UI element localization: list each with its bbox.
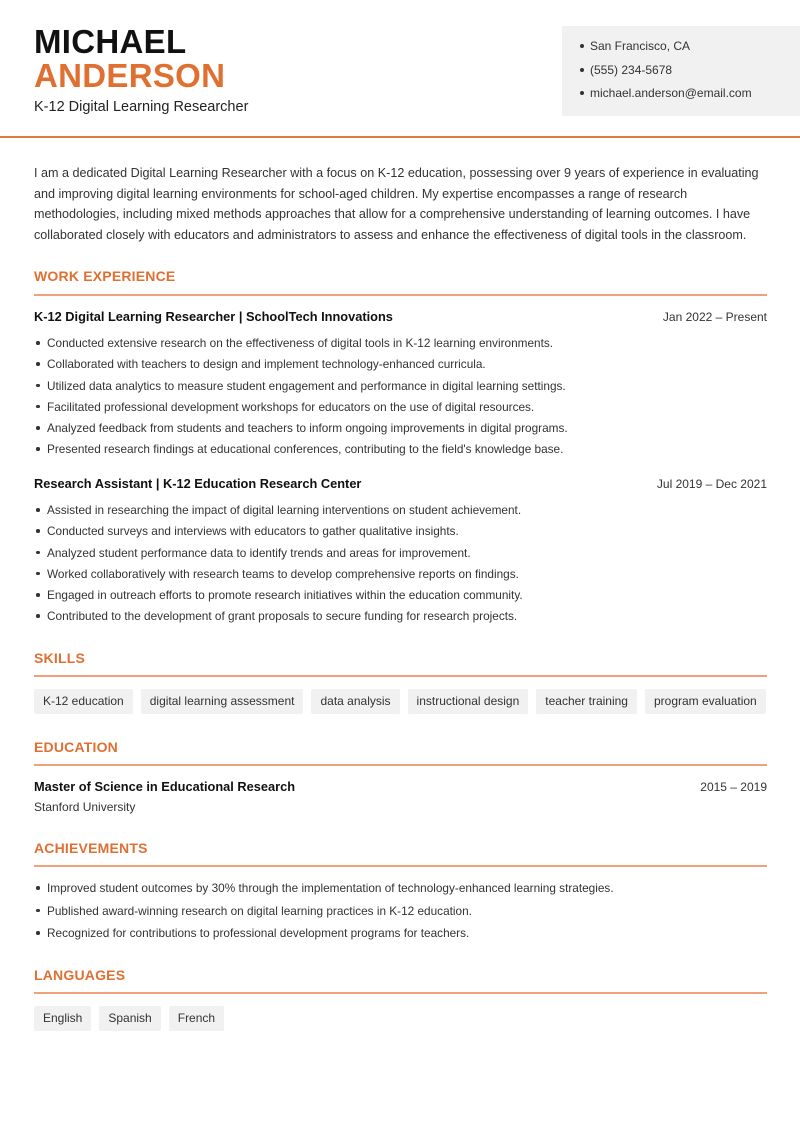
- list-item: Conducted surveys and interviews with educators to gather qualitative insights.: [34, 524, 767, 545]
- list-item: Utilized data analytics to measure student engagement and performance in digital learning settings.: [34, 379, 767, 400]
- skill-tag: program evaluation: [645, 689, 766, 714]
- section-title-skills: SKILLS: [34, 650, 85, 666]
- list-item: Facilitated professional development workshops for educators on the use of digital resources.: [34, 400, 767, 421]
- list-item: Contributed to the development of grant proposals to secure funding for research projects.: [34, 609, 767, 630]
- contact-phone: (555) 234-5678: [580, 63, 800, 87]
- list-item: Published award-winning research on digital learning practices in K-12 education.: [34, 904, 774, 927]
- job-role: Research Assistant | K-12 Education Research Center: [34, 476, 362, 491]
- section-title-achievements: ACHIEVEMENTS: [34, 840, 148, 856]
- job-heading: [34, 309, 767, 327]
- job-heading: [34, 476, 767, 494]
- education-school: Stanford University: [34, 800, 136, 814]
- section-title-languages: LANGUAGES: [34, 967, 126, 983]
- language-tag: English: [34, 1006, 91, 1031]
- job-title: K-12 Digital Learning Researcher: [34, 99, 249, 115]
- skill-tag: K-12 education: [34, 689, 133, 714]
- section-divider: [34, 675, 767, 677]
- contact-location: San Francisco, CA: [580, 39, 800, 63]
- resume-header: [0, 0, 800, 138]
- job-dates: Jan 2022 – Present: [662, 310, 767, 324]
- list-item: Analyzed feedback from students and teachers to inform ongoing improvements in digital programs.: [34, 421, 767, 442]
- section-divider: [34, 294, 767, 296]
- languages-list: [34, 1006, 224, 1031]
- language-tag: Spanish: [99, 1006, 160, 1031]
- skill-tag: teacher training: [536, 689, 637, 714]
- skill-tag: data analysis: [311, 689, 399, 714]
- contact-box: [562, 26, 800, 116]
- job-dates: Jul 2019 – Dec 2021: [656, 477, 767, 491]
- contact-email: michael.anderson@email.com: [580, 86, 800, 110]
- section-divider: [34, 992, 767, 994]
- section-title-work: WORK EXPERIENCE: [34, 268, 176, 284]
- section-divider: [34, 764, 767, 766]
- list-item: Worked collaboratively with research teams to develop comprehensive reports on findings.: [34, 567, 767, 588]
- section-divider: [34, 865, 767, 867]
- list-item: Analyzed student performance data to identify trends and areas for improvement.: [34, 546, 767, 567]
- list-item: Collaborated with teachers to design and implement technology-enhanced curricula.: [34, 357, 767, 378]
- achievements-list: [34, 881, 774, 949]
- education-dates: 2015 – 2019: [700, 780, 767, 794]
- skill-tag: instructional design: [408, 689, 529, 714]
- list-item: Engaged in outreach efforts to promote research initiatives within the education community.: [34, 588, 767, 609]
- job-bullets: [34, 503, 767, 631]
- last-name: ANDERSON: [34, 57, 226, 94]
- list-item: Conducted extensive research on the effectiveness of digital tools in K-12 learning environments.: [34, 336, 767, 357]
- skills-list: [34, 689, 766, 714]
- job-role: K-12 Digital Learning Researcher | SchoolTech Innovations: [34, 309, 393, 324]
- section-title-education: EDUCATION: [34, 739, 118, 755]
- language-tag: French: [169, 1006, 224, 1031]
- list-item: Presented research findings at educational conferences, contributing to the field's knowledge base.: [34, 442, 767, 463]
- education-degree: Master of Science in Educational Research: [34, 779, 296, 794]
- first-name: MICHAEL: [34, 23, 187, 60]
- list-item: Improved student outcomes by 30% through the implementation of technology-enhanced learning strategies.: [34, 881, 774, 904]
- summary-paragraph: I am a dedicated Digital Learning Researcher with a focus on K-12 education, possessing over 9 years of experience in evaluating and improving digital learning environments for school-aged children. My expertise encompasses a range of research methodologies, including mixed methods approaches that allow for a comprehensive understanding of learning outcomes. I have collaborated closely with educators and administrators to assess and enhance the effectiveness of digital tools in the classroom.: [34, 166, 759, 242]
- job-bullets: [34, 336, 767, 464]
- list-item: Assisted in researching the impact of digital learning interventions on student achievement.: [34, 503, 767, 524]
- skill-tag: digital learning assessment: [141, 689, 304, 714]
- list-item: Recognized for contributions to professional development programs for teachers.: [34, 926, 774, 949]
